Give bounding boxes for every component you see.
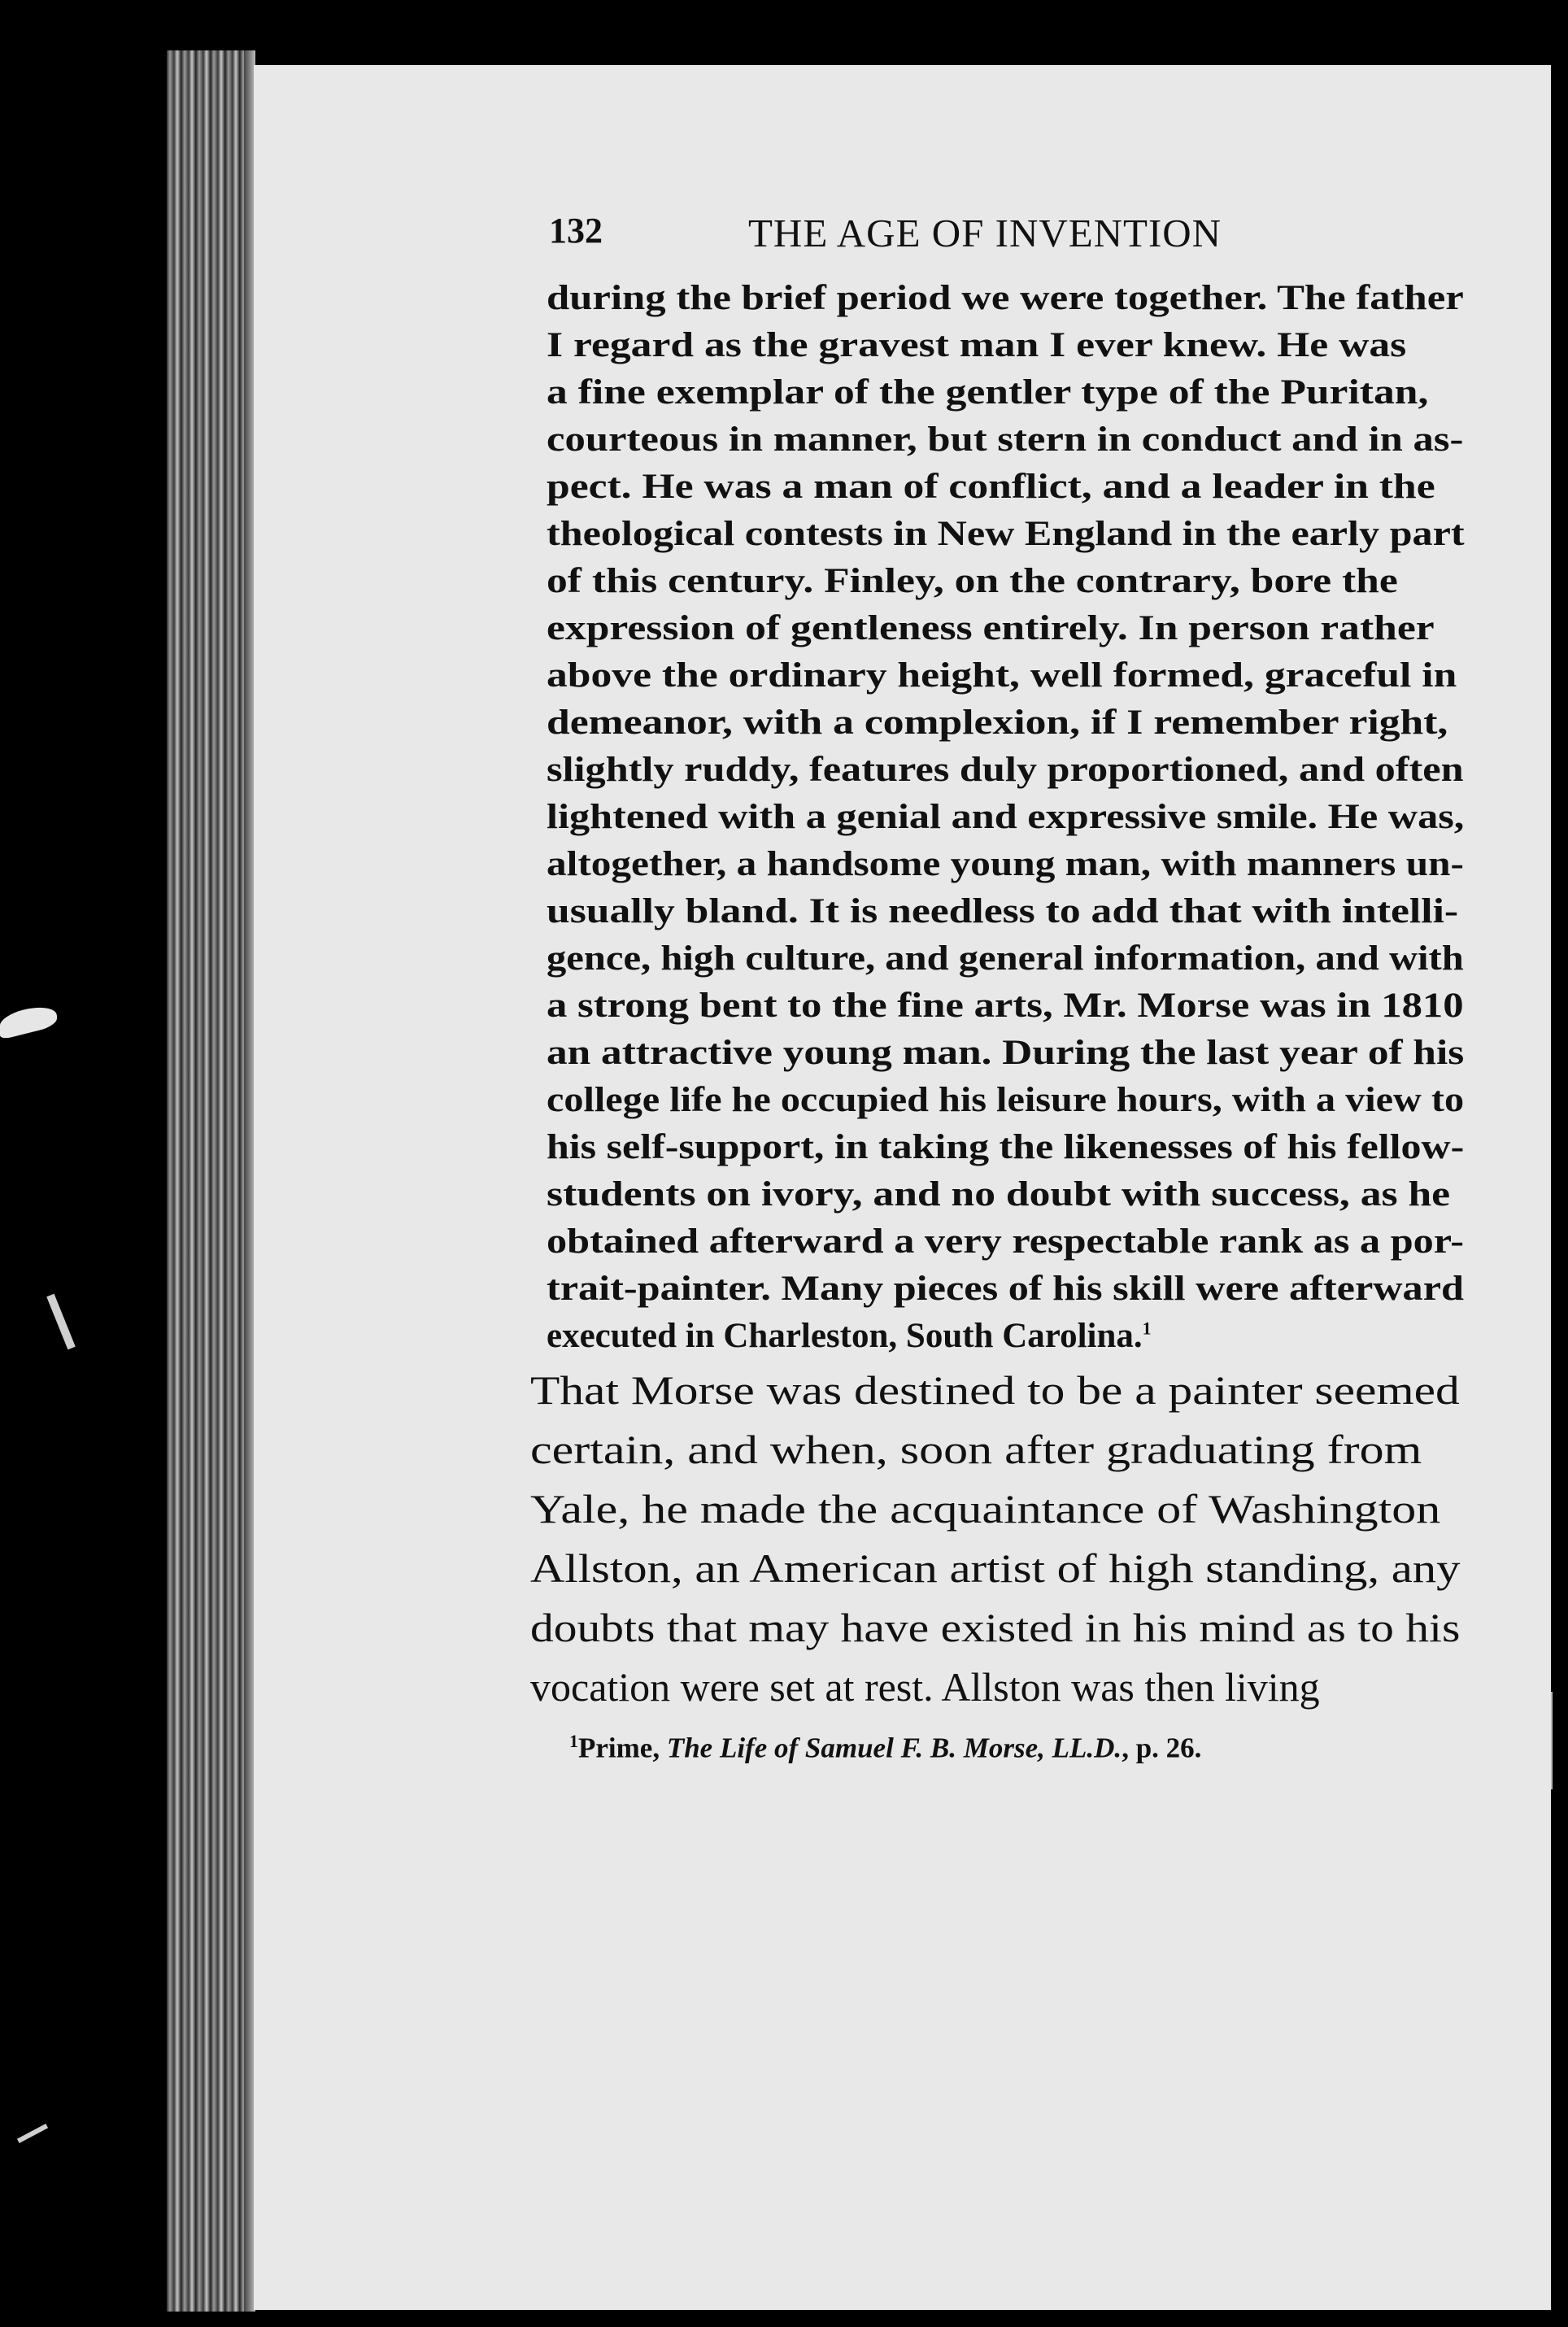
quote-line: a strong bent to the fine arts, Mr. Morse was in 1810 (547, 987, 1464, 1025)
body-line: doubts that may have existed in his mind as to his (530, 1605, 1461, 1650)
quote-line: college life he occupied his leisure hours, with a view to (547, 1081, 1465, 1119)
body-line: vocation were set at rest. Allston was then living (530, 1664, 1320, 1710)
quote-line: altogether, a handsome young man, with manners un- (547, 845, 1464, 883)
quote-line: executed in Charleston, South Carolina.$^1$ (547, 1317, 1152, 1355)
quote-line: gence, high culture, and general information, and with (547, 939, 1464, 978)
footnote-marker: 1 (569, 1731, 578, 1751)
footnote-author: Prime, (578, 1732, 667, 1764)
border-debris-mark (46, 1294, 75, 1350)
quote-line: an attractive young man. During the last year of his (547, 1034, 1465, 1072)
body-line: Allston, an American artist of high standing, any (530, 1545, 1461, 1591)
border-debris-mark (17, 2124, 48, 2143)
footnote-page-ref: , p. 26. (1122, 1732, 1202, 1764)
quote-line: obtained afterward a very respectable rank as a por- (547, 1222, 1464, 1261)
quote-line: a fine exemplar of the gentler type of the Puritan, (547, 373, 1429, 412)
quote-line: of this century. Finley, on the contrary, bore the (547, 562, 1398, 600)
block-quote (547, 278, 1466, 1368)
body-line: certain, and when, soon after graduating from (530, 1427, 1422, 1472)
quote-line: expression of gentleness entirely. In person rather (547, 609, 1435, 647)
footnote (569, 1731, 1201, 1765)
quote-line: lightened with a genial and expressive smile. He was, (547, 798, 1465, 836)
quote-line: theological contests in New England in the early part (547, 515, 1465, 553)
quote-line: courteous in manner, but stern in conduct and in as- (547, 421, 1464, 459)
border-debris-mark (0, 1001, 57, 1039)
body-paragraph (530, 1366, 1461, 1724)
quote-line: above the ordinary height, well formed, graceful in (547, 656, 1457, 695)
quote-line: usually bland. It is needless to add that with intelli- (547, 892, 1459, 930)
running-head: THE AGE OF INVENTION (748, 211, 1222, 255)
quote-line: slightly ruddy, features duly proportioned, and often (547, 751, 1464, 789)
book-spine-edge (167, 50, 244, 2312)
quote-line: pect. He was a man of conflict, and a leader in the (547, 468, 1435, 506)
quote-line: his self-support, in taking the likenesses of his fellow- (547, 1128, 1465, 1166)
quote-line: I regard as the gravest man I ever knew. He was (547, 326, 1407, 364)
body-line: That Morse was destined to be a painter seemed (530, 1367, 1460, 1413)
footnote-title: The Life of Samuel F. B. Morse, LL.D. (666, 1732, 1122, 1764)
quote-line: during the brief period we were together. The father (547, 279, 1464, 317)
quote-line: trait-painter. Many pieces of his skill were afterward (547, 1270, 1464, 1308)
quote-line: students on ivory, and no doubt with success, as he (547, 1175, 1451, 1214)
page-number: 132 (549, 211, 603, 251)
body-line: Yale, he made the acquaintance of Washington (530, 1486, 1441, 1532)
footnote-reference-marker: 1 (1142, 1318, 1152, 1339)
quote-line: demeanor, with a complexion, if I remember right, (547, 704, 1448, 742)
page-header (549, 210, 1281, 259)
